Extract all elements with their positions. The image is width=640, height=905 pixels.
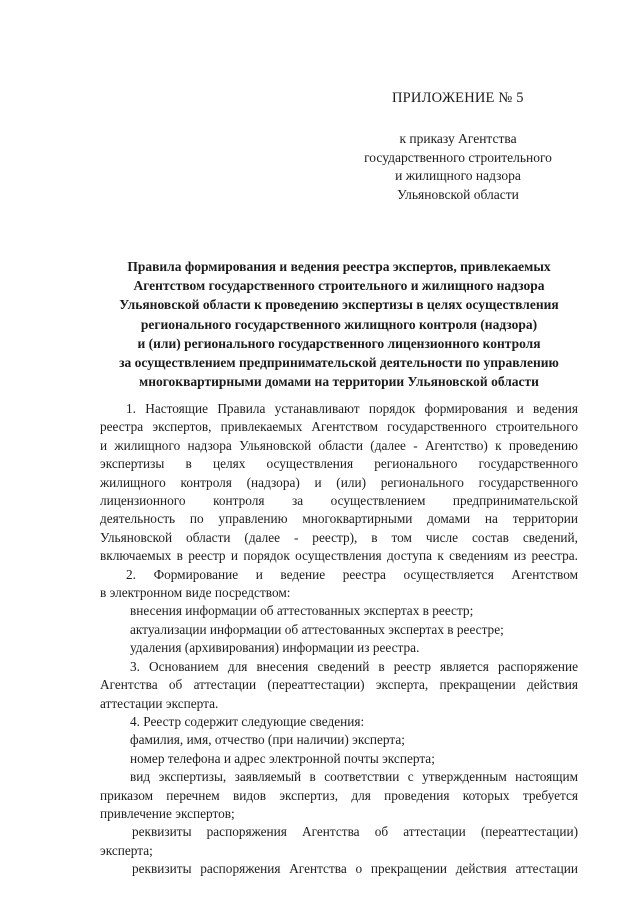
- text-line: включаемых в реестр и порядок осуществления доступа к сведениям из реестра.: [100, 548, 578, 564]
- text-line: 1. Настоящие Правила устанавливают порядок формирования и ведения: [126, 401, 578, 416]
- order-ref-line: государственного строительного: [364, 149, 552, 165]
- text-line: 4. Реестр содержит следующие сведения:: [130, 713, 365, 729]
- text-line: лицензионного контроля за осуществлением предпринимательской: [100, 493, 578, 509]
- text-line: Агентства об аттестации (переаттестации) эксперта, прекращении действия: [100, 677, 578, 693]
- title-line: за осуществлением предпринимательской деятельности по управлению: [119, 355, 559, 371]
- text-line: эксперта;: [100, 842, 153, 858]
- title-line: многоквартирными домами на территории Ульяновской области: [139, 374, 539, 390]
- order-ref-line: к приказу Агентства: [399, 131, 517, 146]
- order-ref-line: Ульяновской области: [397, 186, 519, 202]
- paragraph-3: [100, 658, 578, 713]
- list-item: фамилия, имя, отчество (при наличии) эксперта;: [130, 732, 405, 748]
- appendix-title: ПРИЛОЖЕНИЕ № 5: [392, 90, 524, 106]
- text-line: приказом перечнем видов экспертиз, для проведения которых требуется: [100, 787, 578, 803]
- text-line: и жилищного надзора Ульяновской области (далее - Агентство) к проведению: [100, 437, 578, 453]
- paragraph-2: [100, 566, 578, 658]
- text-line: 3. Основанием для внесения сведений в реестр является распоряжение: [130, 658, 578, 674]
- list-item: номер телефона и адрес электронной почты эксперта;: [130, 750, 435, 766]
- title-line: Агентством государственного строительного и жилищного надзора: [133, 278, 545, 294]
- text-line: жилищного контроля (надзора) и (или) регионального государственного: [100, 474, 578, 490]
- list-item: актуализации информации об аттестованных экспертах в реестре;: [130, 621, 504, 637]
- text-line: экспертизы в целях осуществления регионального государственного: [100, 456, 578, 472]
- list-item: удаления (архивирования) информации из реестра.: [130, 640, 420, 656]
- order-ref-line: и жилищного надзора: [395, 168, 521, 183]
- text-line: привлечение экспертов;: [100, 805, 235, 821]
- document-title: [100, 257, 578, 391]
- text-line: Ульяновской области (далее - реестр), в том числе состав сведений,: [100, 529, 578, 545]
- text-line: реестра экспертов, привлекаемых Агентством государственного строительного: [100, 419, 578, 435]
- title-line: Правила формирования и ведения реестра экспертов, привлекаемых: [127, 259, 551, 274]
- paragraph-4: [100, 713, 578, 879]
- title-line: Ульяновской области к проведению экспертизы в целях осуществления: [119, 297, 559, 313]
- text-line: 2. Формирование и ведение реестра осуществляется Агентством: [126, 566, 578, 582]
- title-line: регионального государственного жилищного контроля (надзора): [140, 316, 538, 332]
- title-line: и (или) регионального государственного лицензионного контроля: [137, 335, 541, 351]
- text-line: в электронном виде посредством:: [100, 585, 291, 601]
- text-line: деятельность по управлению многоквартирными домами на территории: [100, 511, 578, 527]
- order-reference: [340, 130, 576, 204]
- list-item: вид экспертизы, заявляемый в соответствии с утвержденным настоящим: [130, 769, 578, 785]
- list-item: реквизиты распоряжения Агентства об аттестации (переаттестации): [132, 824, 578, 840]
- text-line: аттестации эксперта.: [100, 695, 219, 711]
- paragraph-1: [100, 400, 578, 566]
- list-item: реквизиты распоряжения Агентства о прекращении действия аттестации: [132, 861, 578, 877]
- document-body: [100, 400, 578, 879]
- list-item: внесения информации об аттестованных экспертах в реестр;: [130, 603, 474, 619]
